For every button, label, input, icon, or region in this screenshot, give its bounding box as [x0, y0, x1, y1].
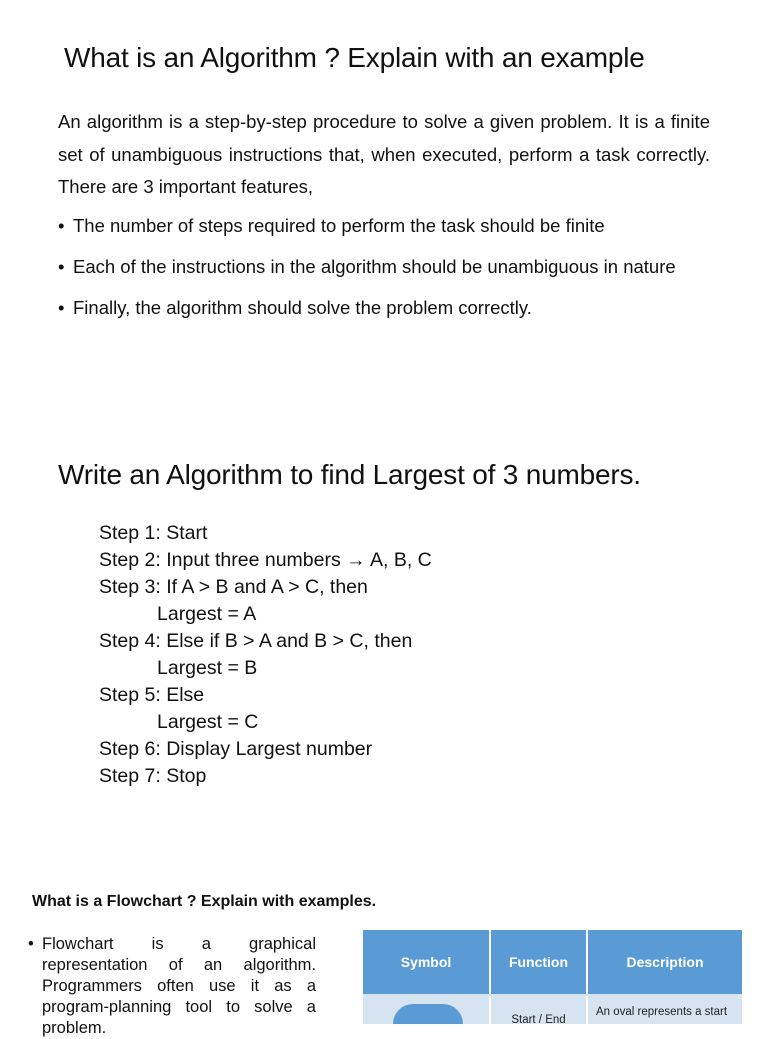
features-list	[58, 210, 710, 333]
step-line: Largest = A	[157, 603, 257, 625]
header-symbol: Symbol	[363, 930, 491, 994]
header-description: Description	[588, 930, 742, 994]
step-line: Step 2: Input three numbers → A, B, C	[99, 549, 432, 571]
list-item-text: Finally, the algorithm should solve the problem correctly.	[73, 297, 532, 318]
bullet-icon: •	[58, 256, 65, 277]
flowchart-symbols-table	[363, 930, 742, 1024]
flowchart-heading: What is a Flowchart ? Explain with examples.	[32, 893, 377, 910]
description-text: An oval represents a start	[596, 1006, 728, 1018]
algorithm-intro-paragraph: An algorithm is a step-by-step procedure to solve a given problem. It is a finite set of unambiguous instructions that, when executed, perform a task correctly. There are 3 important features,	[58, 111, 710, 197]
table-header-row	[363, 930, 742, 994]
list-item	[58, 251, 710, 283]
algorithm-steps	[99, 520, 432, 790]
table-row	[363, 996, 742, 1024]
flowchart-bullet	[28, 934, 316, 1039]
description-cell	[588, 996, 742, 1024]
function-text: Start / End	[511, 1014, 566, 1024]
oval-symbol-icon	[393, 1004, 463, 1024]
list-item-text: Each of the instructions in the algorithm should be unambiguous in nature	[73, 256, 676, 277]
bullet-icon: •	[58, 215, 65, 236]
largest-algorithm-heading: Write an Algorithm to find Largest of 3 numbers.	[58, 459, 641, 490]
step-line: Step 6: Display Largest number	[99, 738, 373, 760]
flowchart-bullet-text: Flowchart is a graphical representation of an algorithm. Programmers often use it as a program-planning tool to solve a problem.	[42, 935, 316, 1037]
step-line: Step 3: If A > B and A > C, then	[99, 576, 368, 598]
step-line: Step 4: Else if B > A and B > C, then	[99, 630, 413, 652]
step-line: Largest = B	[157, 657, 258, 679]
header-function: Function	[491, 930, 588, 994]
bullet-icon: •	[28, 935, 34, 953]
list-item	[58, 292, 710, 324]
list-item-text: The number of steps required to perform the task should be finite	[73, 215, 605, 236]
list-item	[58, 210, 710, 242]
step-line: Step 5: Else	[99, 684, 205, 706]
step-line: Step 7: Stop	[99, 765, 207, 787]
step-line: Largest = C	[157, 711, 259, 733]
symbol-cell	[363, 996, 491, 1024]
bullet-icon: •	[58, 297, 65, 318]
function-cell	[491, 996, 588, 1024]
algorithm-heading: What is an Algorithm ? Explain with an example	[64, 42, 645, 73]
step-line: Step 1: Start	[99, 522, 208, 544]
